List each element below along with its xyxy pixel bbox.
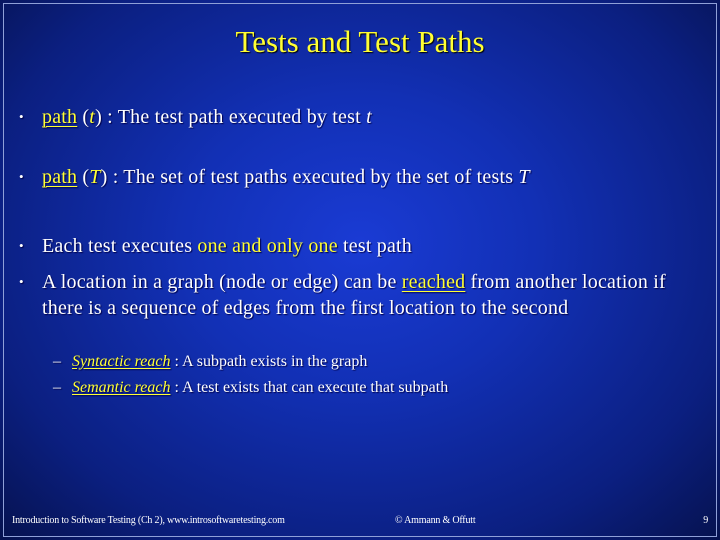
bullet-glyph: • [19,169,24,184]
bullet-glyph: • [19,109,24,124]
bullet-path-t: • path (t) : The test path executed by test t [19,106,372,128]
bullet-reached: • A location in a graph (node or edge) can be reached from another location if there is a sequence of edges from the first location to the second [19,271,666,319]
syntactic-reach-term: Syntactic reach [72,353,171,370]
bullet-glyph: • [19,274,24,289]
subbullet-syntactic-reach: – Syntactic reach : A subpath exists in the graph [53,353,368,370]
reached-term: reached [401,271,466,293]
bullet-glyph: • [19,238,24,253]
subbullet-semantic-reach: – Semantic reach : A test exists that can execute that subpath [53,379,449,396]
bullet-one-path: • Each test executes one and only one test path [19,235,413,257]
page-number: 9 [703,515,708,526]
path-term: path [42,166,78,188]
highlight-one-and-only-one: one and only one [197,235,338,257]
slide-title: Tests and Test Paths [235,24,485,59]
path-term: path [42,106,78,128]
bullet-path-T: • path (T) : The set of test paths executed by the set of tests T [19,166,530,188]
semantic-reach-term: Semantic reach [72,379,171,396]
footer-copyright: © Ammann & Offutt [395,515,476,526]
footer-course-info: Introduction to Software Testing (Ch 2), www.introsoftwaretesting.com [12,515,285,526]
